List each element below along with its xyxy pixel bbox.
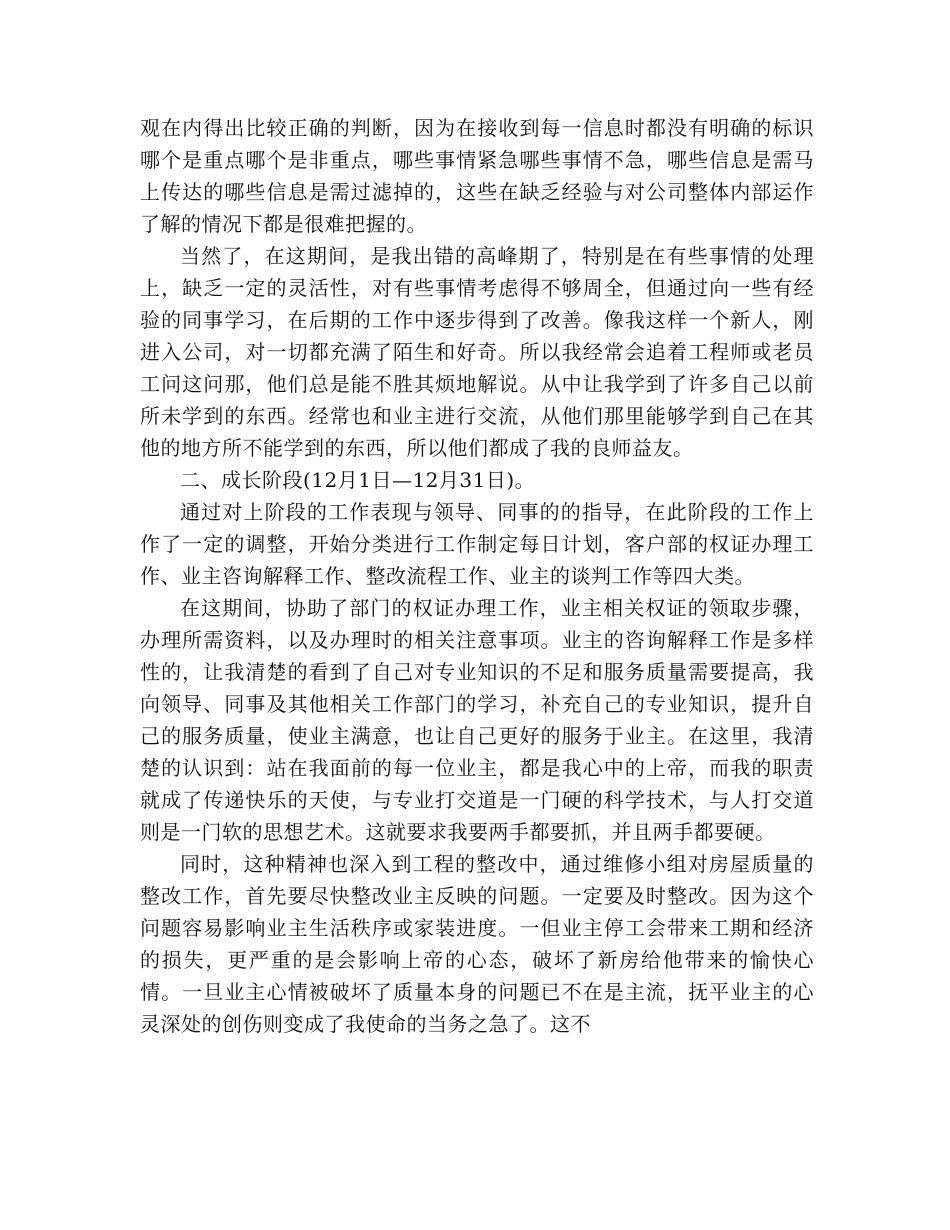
paragraph-continuation: 观在内得出比较正确的判断，因为在接收到每一信息时都没有明确的标识哪个是重点哪个是非重点，哪些事情紧急哪些事情不急，哪些信息是需马上传达的哪些信息是需过滤掉的，这些在缺乏经验与对公司整体内部运作了解的情况下都是很难把握的。 bbox=[140, 116, 814, 236]
paragraph-early-mistakes: 当然了，在这期间，是我出错的高峰期了，特别是在有些事情的处理上，缺乏一定的灵活性，对有些事情考虑得不够周全，但通过向一些有经验的同事学习，在后期的工作中逐步得到了改善。像我这样一个新人，刚进入公司，对一切都充满了陌生和好奇。所以我经常会追着工程师或老员工问这问那，他们总是能不胜其烦地解说。从中让我学到了许多自己以前所未学到的东西。经常也和业主进行交流，从他们那里能够学到自己在其他的地方所不能学到的东西，所以他们都成了我的良师益友。 bbox=[140, 244, 814, 460]
section-heading-growth-stage: 二、成长阶段(12月1日—12月31日)。 bbox=[180, 468, 536, 492]
paragraph-rectification: 同时，这种精神也深入到工程的整改中，通过维修小组对房屋质量的整改工作，首先要尽快整改业主反映的问题。一定要及时整改。因为这个问题容易影响业主生活秩序或家装进度。一但业主停工会带来工期和经济的损失，更严重的是会影响上帝的心态，破坏了新房给他带来的愉快心情。一旦业主心情被破坏了质量本身的问题已不在是主流，抚平业主的心灵深处的创伤则变成了我使命的当务之急了。这不 bbox=[140, 852, 814, 1036]
document-body bbox=[140, 112, 814, 1040]
paragraph-work-adjustment: 通过对上阶段的工作表现与领导、同事的的指导，在此阶段的工作上作了一定的调整，开始分类进行工作制定每日计划，客户部的权证办理工作、业主咨询解释工作、整改流程工作、业主的谈判工作等四大类。 bbox=[140, 500, 814, 588]
paragraph-certificate-work: 在这期间，协助了部门的权证办理工作，业主相关权证的领取步骤，办理所需资料，以及办理时的相关注意事项。业主的咨询解释工作是多样性的，让我清楚的看到了自己对专业知识的不足和服务质量需要提高，我向领导、同事及其他相关工作部门的学习，补充自己的专业知识，提升自己的服务质量，使业主满意，也让自己更好的服务于业主。在这里，我清楚的认识到：站在我面前的每一位业主，都是我心中的上帝，而我的职责就成了传递快乐的天使，与专业打交道是一门硬的科学技术，与人打交道则是一门软的思想艺术。这就要求我要两手都要抓，并且两手都要硬。 bbox=[140, 596, 814, 844]
